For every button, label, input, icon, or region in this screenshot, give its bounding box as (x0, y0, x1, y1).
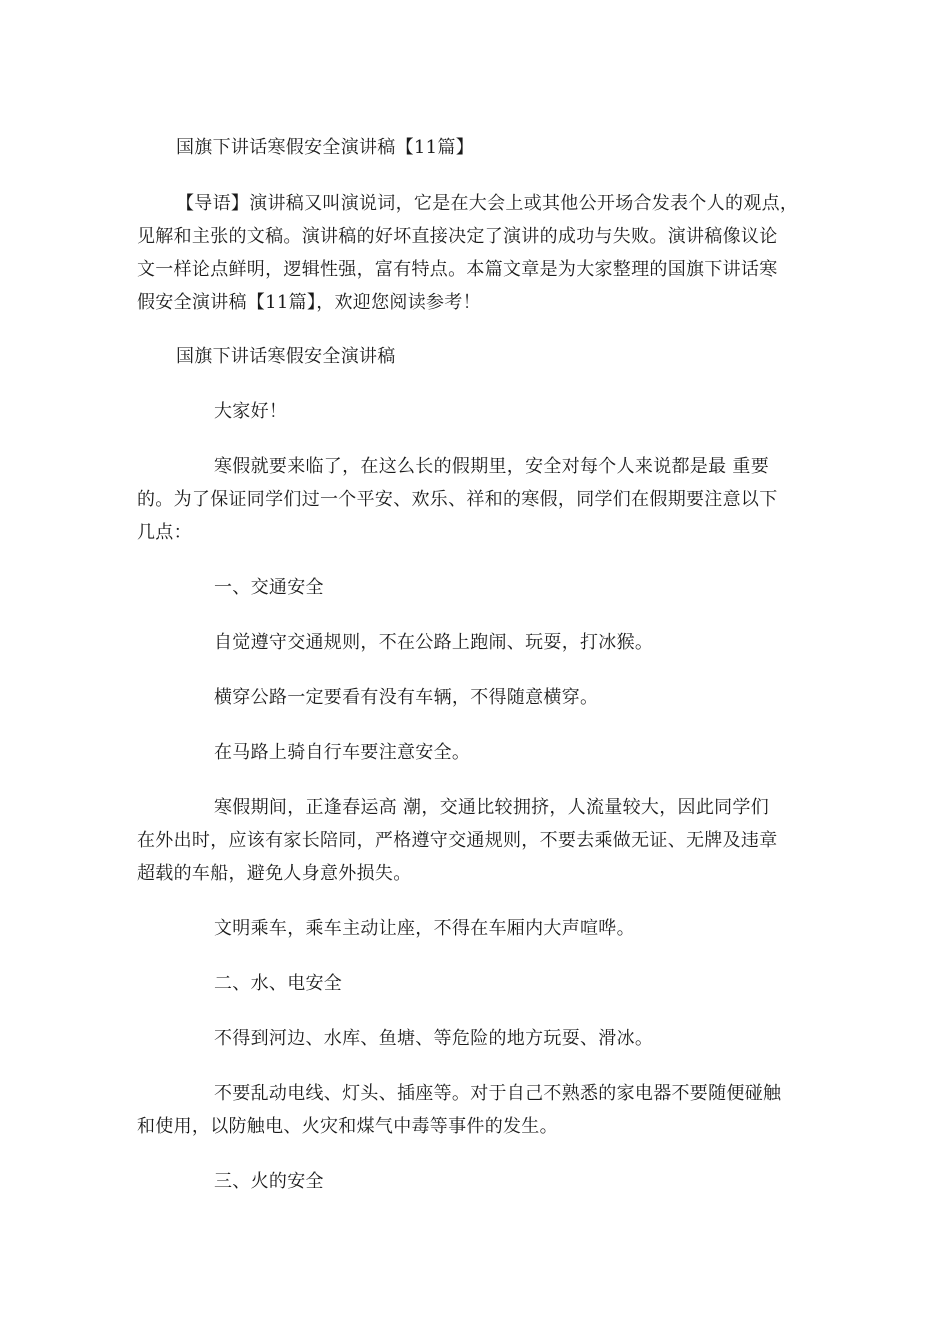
list-item: 在马路上骑自行车要注意安全。 (214, 742, 471, 763)
list-item: 文明乘车，乘车主动让座，不得在车厢内大声喧哗。 (214, 918, 635, 939)
intro-line: 文一样论点鲜明，逻辑性强，富有特点。本篇文章是为大家整理的国旗下讲话寒 (137, 259, 778, 280)
intro-line: 见解和主张的文稿。演讲稿的好坏直接决定了演讲的成功与失败。演讲稿像议论 (137, 226, 778, 247)
paragraph-line: 几点： (137, 522, 192, 543)
greeting: 大家好！ (214, 401, 288, 422)
section-heading: 一、交通安全 (214, 577, 324, 598)
paragraph-line: 和使用，以防触电、火灾和煤气中毒等事件的发生。 (137, 1116, 558, 1137)
paragraph-line: 在外出时，应该有家长陪同，严格遵守交通规则，不要去乘做无证、无牌及违章 (137, 830, 778, 851)
intro-line: 假安全演讲稿【11篇】，欢迎您阅读参考！ (137, 292, 481, 313)
paragraph-line: 不要乱动电线、灯头、插座等。对于自己不熟悉的家电器不要随便碰触 (214, 1083, 782, 1104)
document-title: 国旗下讲话寒假安全演讲稿【11篇】 (176, 137, 475, 158)
list-item: 横穿公路一定要看有没有车辆，不得随意横穿。 (214, 687, 599, 708)
paragraph-line: 寒假期间，正逢春运高 潮，交通比较拥挤，人流量较大，因此同学们 (214, 797, 770, 818)
list-item: 自觉遵守交通规则，不在公路上跑闹、玩耍，打冰猴。 (214, 632, 654, 653)
paragraph-line: 超载的车船，避免人身意外损失。 (137, 863, 412, 884)
section-heading: 三、火的安全 (214, 1171, 324, 1192)
paragraph-line: 寒假就要来临了，在这么长的假期里，安全对每个人来说都是最 重要 (214, 456, 770, 477)
section-heading: 二、水、电安全 (214, 973, 343, 994)
intro-line: 【导语】演讲稿又叫演说词，它是在大会上或其他公开场合发表个人的观点， (176, 193, 799, 214)
section-subtitle: 国旗下讲话寒假安全演讲稿 (176, 346, 396, 367)
paragraph-line: 的。为了保证同学们过一个平安、欢乐、祥和的寒假，同学们在假期要注意以下 (137, 489, 778, 510)
list-item: 不得到河边、水库、鱼塘、等危险的地方玩耍、滑冰。 (214, 1028, 654, 1049)
